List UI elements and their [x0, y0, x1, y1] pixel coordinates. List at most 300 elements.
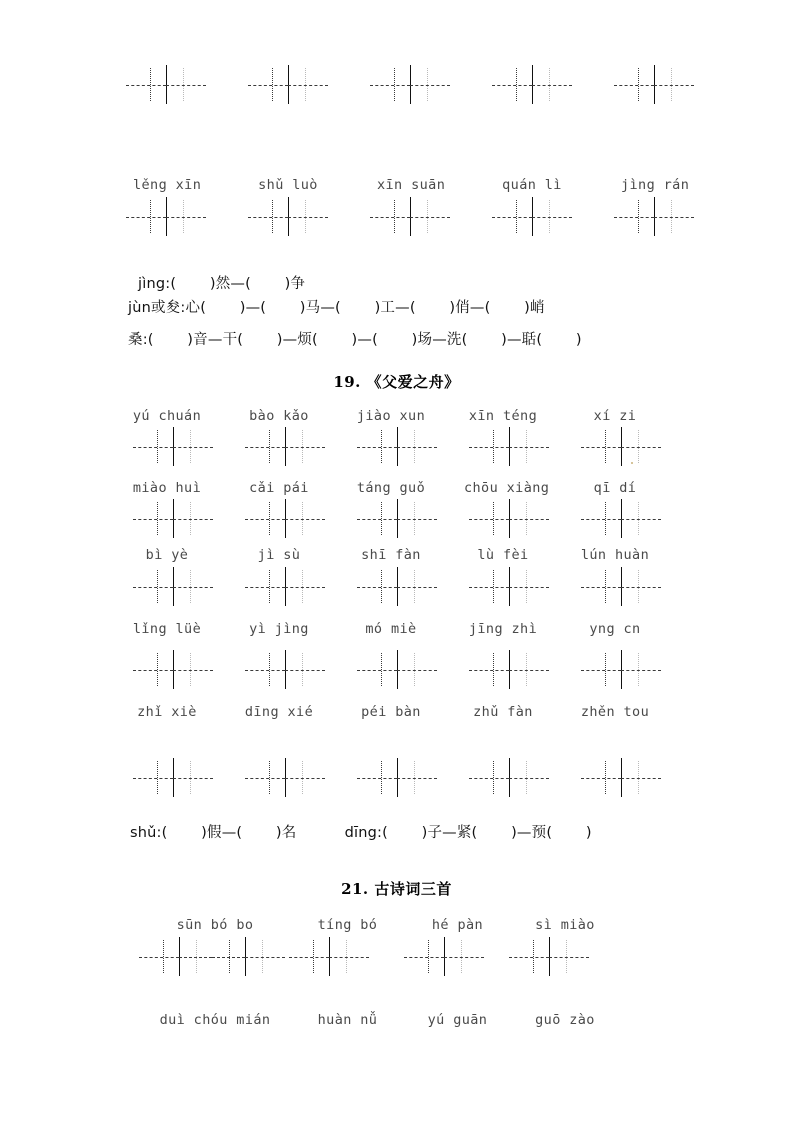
grid-hline: [329, 957, 369, 958]
grid-vline: [493, 502, 494, 535]
tianzige-pair: [516, 940, 626, 973]
grid-hline: [245, 670, 285, 671]
section-title-text: 古诗词三首: [374, 880, 452, 898]
tianzige-pair: [476, 653, 542, 686]
grid-vline: [157, 502, 158, 535]
tianzige-cell: [509, 502, 542, 535]
grid-hline: [285, 447, 325, 448]
tianzige-pair: [499, 200, 565, 233]
pinyin-word: shī fàn: [361, 547, 421, 563]
tianzige-cell: [285, 761, 318, 794]
tianzige-cell: [410, 68, 443, 101]
tianzige-pair: [476, 761, 542, 794]
grid-row-s19-5: [140, 761, 654, 794]
pinyin-word: hé pàn: [431, 917, 484, 933]
grid-vline: [183, 68, 184, 101]
tianzige-pair: [252, 761, 318, 794]
grid-vline: [533, 940, 534, 973]
tianzige-cell: [133, 68, 166, 101]
grid-hline: [509, 778, 549, 779]
tianzige-pair: [377, 68, 443, 101]
tianzige-pair: [499, 68, 565, 101]
grid-vline: [428, 940, 429, 973]
tianzige-cell: [621, 200, 654, 233]
tianzige-cell: [288, 200, 321, 233]
tianzige-pair: [255, 200, 321, 233]
tianzige-cell: [173, 653, 206, 686]
grid-vline: [272, 200, 273, 233]
grid-vline: [305, 68, 306, 101]
tianzige-cell: [173, 570, 206, 603]
grid-vline: [381, 502, 382, 535]
grid-hline: [614, 217, 654, 218]
tianzige-pair: [133, 68, 199, 101]
tianzige-cell: [621, 570, 654, 603]
grid-vline: [302, 502, 303, 535]
grid-hline: [285, 670, 325, 671]
grid-vline: [427, 200, 428, 233]
pinyin-word: sì miào: [535, 917, 595, 933]
grid-vline: [605, 653, 606, 686]
grid-vline: [163, 940, 164, 973]
grid-vline: [269, 570, 270, 603]
pinyin-word: jìng rán: [621, 177, 690, 193]
tianzige-cell: [140, 570, 173, 603]
grid-vline: [269, 653, 270, 686]
grid-row-s19-2: [140, 502, 654, 535]
tianzige-cell: [296, 940, 329, 973]
grid-row-s19-3: [140, 570, 654, 603]
pinyin-word: lù fèi: [477, 547, 529, 563]
grid-hline: [410, 217, 450, 218]
grid-hline: [444, 957, 484, 958]
tianzige-cell: [410, 200, 443, 233]
pinyin-word: huàn nǚ: [317, 1012, 378, 1028]
grid-vline: [605, 502, 606, 535]
tianzige-cell: [140, 502, 173, 535]
tianzige-cell: [654, 68, 687, 101]
grid-vline: [272, 68, 273, 101]
tianzige-cell: [516, 940, 549, 973]
grid-hline: [166, 217, 206, 218]
tianzige-cell: [411, 940, 444, 973]
tianzige-cell: [532, 68, 565, 101]
pinyin-word: duì chóu mián: [159, 1012, 271, 1028]
grid-vline: [302, 653, 303, 686]
tianzige-cell: [509, 653, 542, 686]
grid-vline: [394, 68, 395, 101]
tianzige-pair: [140, 761, 206, 794]
grid-vline: [638, 68, 639, 101]
tianzige-cell: [285, 430, 318, 463]
grid-hline: [397, 447, 437, 448]
tianzige-cell: [654, 200, 687, 233]
grid-vline: [190, 430, 191, 463]
pinyin-word: chōu xiàng: [464, 480, 550, 496]
grid-hline: [410, 85, 450, 86]
grid-vline: [157, 430, 158, 463]
grid-vline: [157, 653, 158, 686]
grid-vline: [381, 570, 382, 603]
tianzige-cell: [364, 761, 397, 794]
tianzige-pair: [377, 200, 443, 233]
grid-hline: [581, 778, 621, 779]
grid-hline: [581, 447, 621, 448]
grid-vline: [493, 570, 494, 603]
tianzige-cell: [364, 570, 397, 603]
tianzige-pair: [588, 430, 654, 463]
grid-hline: [654, 217, 694, 218]
grid-vline: [526, 761, 527, 794]
tianzige-cell: [588, 653, 621, 686]
tianzige-cell: [588, 761, 621, 794]
pinyin-word: tíng bó: [317, 917, 378, 933]
tianzige-cell: [285, 653, 318, 686]
grid-hline: [139, 957, 179, 958]
tianzige-pair: [588, 502, 654, 535]
pinyin-word: jiào xun: [356, 408, 426, 424]
tianzige-cell: [397, 502, 430, 535]
grid-hline: [509, 670, 549, 671]
grid-vline: [346, 940, 347, 973]
grid-vline: [183, 200, 184, 233]
exercise-line-jing: jìng:( )然—( )争: [138, 276, 306, 292]
tianzige-pair: [140, 570, 206, 603]
grid-hline: [133, 587, 173, 588]
pinyin-row-s21-2: [140, 1012, 620, 1028]
section-number: 19.: [333, 373, 361, 391]
tianzige-pair: [252, 653, 318, 686]
tianzige-cell: [212, 940, 245, 973]
pinyin-word: quán lì: [502, 177, 562, 193]
grid-hline: [469, 519, 509, 520]
pinyin-row-s19-3: [128, 547, 654, 563]
grid-hline: [357, 447, 397, 448]
tianzige-cell: [397, 430, 430, 463]
grid-hline: [173, 519, 213, 520]
pinyin-word: lěng xīn: [133, 177, 202, 193]
grid-vline: [461, 940, 462, 973]
tianzige-cell: [179, 940, 212, 973]
tianzige-cell: [329, 940, 362, 973]
pinyin-row-s19-5: [128, 704, 654, 720]
grid-vline: [381, 653, 382, 686]
tianzige-cell: [377, 68, 410, 101]
grid-vline: [566, 940, 567, 973]
grid-vline: [414, 570, 415, 603]
grid-vline: [313, 940, 314, 973]
pinyin-word: mó miè: [365, 621, 417, 637]
pinyin-word: cǎi pái: [249, 480, 309, 496]
grid-hline: [509, 957, 549, 958]
grid-vline: [150, 68, 151, 101]
tianzige-cell: [499, 68, 532, 101]
tianzige-cell: [288, 68, 321, 101]
tianzige-pair: [476, 502, 542, 535]
grid-hline: [245, 587, 285, 588]
tianzige-cell: [173, 502, 206, 535]
tianzige-cell: [140, 430, 173, 463]
grid-row-top-2: [133, 200, 687, 233]
grid-vline: [526, 430, 527, 463]
pinyin-word: jīng zhì: [468, 621, 538, 637]
tianzige-cell: [588, 570, 621, 603]
pinyin-row-s19-2: [128, 480, 654, 496]
pinyin-word: dīng xié: [244, 704, 314, 720]
grid-vline: [414, 653, 415, 686]
tianzige-cell: [364, 653, 397, 686]
grid-vline: [190, 761, 191, 794]
grid-vline: [526, 653, 527, 686]
grid-hline: [492, 217, 532, 218]
grid-hline: [126, 217, 166, 218]
grid-hline: [469, 447, 509, 448]
tianzige-cell: [549, 940, 582, 973]
grid-vline: [269, 430, 270, 463]
tianzige-cell: [509, 761, 542, 794]
tianzige-cell: [140, 653, 173, 686]
pinyin-word: guō zào: [535, 1012, 595, 1028]
grid-hline: [621, 587, 661, 588]
grid-vline: [549, 68, 550, 101]
grid-vline: [516, 200, 517, 233]
tianzige-pair: [133, 200, 199, 233]
tianzige-cell: [499, 200, 532, 233]
grid-vline: [190, 653, 191, 686]
grid-hline: [289, 957, 329, 958]
grid-hline: [133, 519, 173, 520]
grid-hline: [126, 85, 166, 86]
grid-vline: [638, 570, 639, 603]
grid-vline: [305, 200, 306, 233]
grid-hline: [370, 217, 410, 218]
grid-hline: [621, 778, 661, 779]
grid-vline: [493, 761, 494, 794]
grid-vline: [414, 430, 415, 463]
pinyin-word: bì yè: [145, 547, 189, 563]
grid-vline: [493, 653, 494, 686]
grid-row-top-1: [133, 68, 687, 101]
tianzige-pair: [252, 430, 318, 463]
tianzige-cell: [252, 761, 285, 794]
grid-hline: [133, 670, 173, 671]
grid-vline: [394, 200, 395, 233]
grid-vline: [493, 430, 494, 463]
pinyin-word: lǐng lüè: [132, 621, 202, 637]
tianzige-cell: [621, 430, 654, 463]
tianzige-cell: [166, 200, 199, 233]
pinyin-word: xí zi: [593, 408, 637, 424]
grid-vline: [638, 502, 639, 535]
tianzige-cell: [509, 430, 542, 463]
grid-hline: [492, 85, 532, 86]
tianzige-pair: [364, 761, 430, 794]
section-heading-19: [0, 371, 793, 392]
tianzige-cell: [509, 570, 542, 603]
tianzige-cell: [285, 502, 318, 535]
grid-hline: [248, 85, 288, 86]
grid-hline: [245, 957, 285, 958]
grid-vline: [549, 200, 550, 233]
tianzige-pair: [296, 940, 411, 973]
pinyin-word: yng cn: [589, 621, 641, 637]
section-heading-21: [0, 878, 793, 899]
tianzige-cell: [476, 653, 509, 686]
tianzige-cell: [146, 940, 179, 973]
pinyin-word: sūn bó bo: [176, 917, 254, 933]
grid-vline: [150, 200, 151, 233]
grid-hline: [581, 587, 621, 588]
tianzige-cell: [397, 570, 430, 603]
tianzige-pair: [364, 570, 430, 603]
tianzige-cell: [476, 502, 509, 535]
grid-vline: [302, 761, 303, 794]
tianzige-cell: [621, 653, 654, 686]
tianzige-pair: [140, 653, 206, 686]
grid-hline: [509, 447, 549, 448]
grid-hline: [614, 85, 654, 86]
grid-vline: [605, 430, 606, 463]
grid-hline: [469, 778, 509, 779]
grid-hline: [469, 587, 509, 588]
pinyin-word: miào huì: [132, 480, 202, 496]
grid-hline: [532, 85, 572, 86]
tianzige-cell: [621, 761, 654, 794]
grid-vline: [269, 761, 270, 794]
tianzige-pair: [140, 502, 206, 535]
grid-hline: [245, 519, 285, 520]
grid-vline: [196, 940, 197, 973]
grid-hline: [370, 85, 410, 86]
grid-hline: [621, 519, 661, 520]
grid-hline: [621, 670, 661, 671]
tianzige-pair: [364, 502, 430, 535]
grid-vline: [414, 502, 415, 535]
pinyin-word: zhǔ fàn: [473, 704, 533, 720]
grid-vline: [526, 570, 527, 603]
grid-vline: [190, 570, 191, 603]
pinyin-row-s19-4: [128, 621, 654, 637]
pinyin-word: xīn suān: [377, 177, 446, 193]
tianzige-cell: [166, 68, 199, 101]
grid-hline: [532, 217, 572, 218]
tianzige-cell: [476, 430, 509, 463]
grid-hline: [581, 670, 621, 671]
tianzige-pair: [621, 68, 687, 101]
tianzige-pair: [588, 653, 654, 686]
pinyin-word: jì sù: [257, 547, 301, 563]
grid-vline: [516, 68, 517, 101]
tianzige-pair: [252, 502, 318, 535]
pinyin-row-s19-1: [128, 408, 654, 424]
grid-hline: [285, 778, 325, 779]
tianzige-cell: [252, 653, 285, 686]
grid-vline: [190, 502, 191, 535]
tianzige-cell: [444, 940, 477, 973]
grid-hline: [173, 587, 213, 588]
grid-hline: [397, 587, 437, 588]
tianzige-cell: [173, 761, 206, 794]
grid-hline: [173, 447, 213, 448]
tianzige-pair: [621, 200, 687, 233]
tianzige-cell: [140, 761, 173, 794]
grid-hline: [357, 519, 397, 520]
tianzige-pair: [588, 761, 654, 794]
grid-hline: [654, 85, 694, 86]
section-number: 21.: [341, 880, 369, 898]
tianzige-pair: [364, 430, 430, 463]
tianzige-pair: [252, 570, 318, 603]
pinyin-word: yú guān: [427, 1012, 488, 1028]
grid-vline: [605, 570, 606, 603]
grid-hline: [133, 447, 173, 448]
pinyin-word: lún huàn: [580, 547, 650, 563]
tianzige-cell: [377, 200, 410, 233]
tianzige-pair: [476, 430, 542, 463]
tianzige-cell: [252, 570, 285, 603]
paper-speck: [631, 462, 633, 464]
tianzige-pair: [588, 570, 654, 603]
tianzige-cell: [252, 502, 285, 535]
grid-hline: [248, 217, 288, 218]
tianzige-cell: [133, 200, 166, 233]
tianzige-cell: [476, 570, 509, 603]
grid-vline: [414, 761, 415, 794]
pinyin-row-s21-1: [140, 917, 620, 933]
grid-hline: [173, 778, 213, 779]
grid-vline: [526, 502, 527, 535]
grid-vline: [229, 940, 230, 973]
pinyin-word: péi bàn: [361, 704, 421, 720]
grid-hline: [357, 670, 397, 671]
pinyin-word: táng guǒ: [356, 480, 426, 496]
grid-vline: [638, 653, 639, 686]
pinyin-word: bào kǎo: [249, 408, 309, 424]
pinyin-word: shǔ luò: [258, 177, 318, 193]
tianzige-cell: [532, 200, 565, 233]
tianzige-cell: [364, 430, 397, 463]
tianzige-pair: [140, 430, 206, 463]
grid-vline: [605, 761, 606, 794]
section-title-text: 《父爱之舟》: [366, 373, 460, 391]
grid-hline: [469, 670, 509, 671]
pinyin-word: yú chuán: [132, 408, 202, 424]
tianzige-cell: [476, 761, 509, 794]
grid-vline: [638, 761, 639, 794]
pinyin-word: qī dí: [593, 480, 637, 496]
tianzige-cell: [252, 430, 285, 463]
tianzige-pair: [476, 570, 542, 603]
tianzige-cell: [397, 761, 430, 794]
tianzige-pair: [255, 68, 321, 101]
tianzige-cell: [285, 570, 318, 603]
grid-vline: [262, 940, 263, 973]
tianzige-pair: [411, 940, 516, 973]
pinyin-word: zhǐ xiè: [137, 704, 197, 720]
tianzige-cell: [245, 940, 278, 973]
tianzige-cell: [621, 68, 654, 101]
tianzige-pair: [364, 653, 430, 686]
grid-row-s19-4: [140, 653, 654, 686]
grid-vline: [157, 570, 158, 603]
grid-hline: [285, 519, 325, 520]
grid-hline: [509, 519, 549, 520]
tianzige-cell: [621, 502, 654, 535]
tianzige-cell: [588, 502, 621, 535]
tianzige-cell: [255, 68, 288, 101]
grid-hline: [173, 670, 213, 671]
grid-hline: [397, 778, 437, 779]
